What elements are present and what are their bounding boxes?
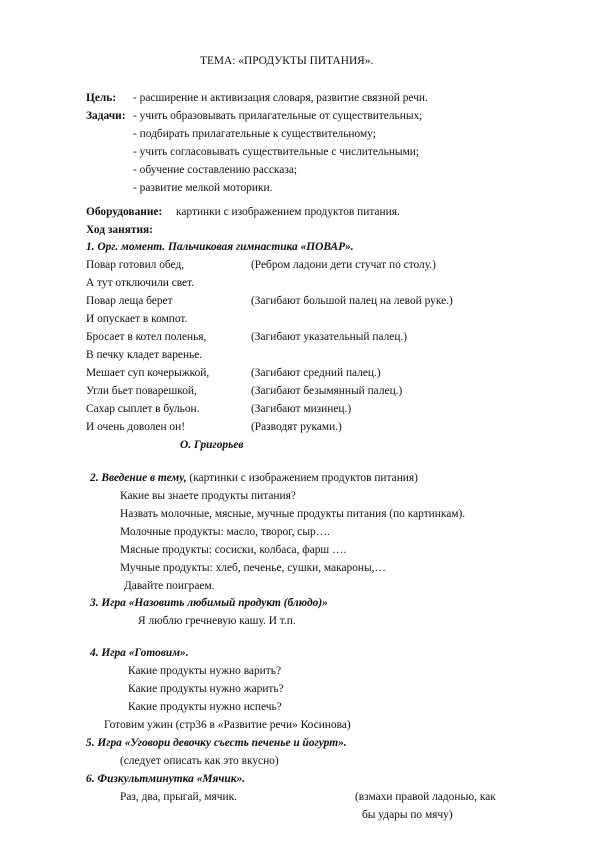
poem-line: Повар леща берет	[86, 295, 173, 307]
poem-line: А тут отключили свет.	[86, 277, 195, 289]
poem-action: (Загибают большой палец на левой руке.)	[251, 295, 453, 307]
section-4-line: Готовим ужин (стр36 в «Развитие речи» Косинова)	[104, 719, 351, 731]
poem-line: В печку кладет варенье.	[86, 349, 203, 361]
section-4-line: Какие продукты нужно жарить?	[128, 683, 284, 695]
poem-line: Сахар сыплет в бульон.	[86, 403, 200, 415]
section-6-action: (взмахи правой ладонью, как	[355, 791, 496, 803]
section-5-line: (следует описать как это вкусно)	[120, 755, 279, 767]
poem-line: Мешает суп кочерыжкой,	[86, 367, 210, 379]
poem-line: И опускает в компот.	[86, 313, 188, 325]
section-5-heading: 5. Игра «Уговори девочку съесть печенье и йогурт».	[86, 737, 347, 749]
poem-action: (Загибают средний палец.)	[251, 367, 381, 379]
poem-line: Бросает в котел поленья,	[86, 331, 207, 343]
section-2-heading: 2. Введение в тему,	[90, 472, 187, 484]
poem-action: (Загибают безымянный палец.)	[251, 385, 403, 397]
lesson-heading: Ход занятия:	[86, 224, 153, 236]
poem-action: (Загибают мизинец.)	[251, 403, 352, 415]
section-6-action: бы удары по мячу)	[362, 809, 453, 821]
section-4-heading: 4. Игра «Готовим».	[90, 647, 189, 659]
poem-author: О. Григорьев	[180, 439, 244, 451]
section-3-line: Я люблю гречневую кашу. И т.п.	[138, 615, 296, 627]
equipment-text: картинки с изображением продуктов питания.	[176, 206, 400, 218]
poem-line: Повар готовил обед,	[86, 259, 185, 271]
section-2-line: Мясные продукты: сосиски, колбаса, фарш ….	[120, 544, 347, 556]
goal-label: Цель:	[86, 92, 117, 104]
section-1-heading: 1. Орг. момент. Пальчиковая гимнастика «ПОВАР».	[86, 241, 354, 253]
poem-action: (Ребром ладони дети стучат по столу.)	[251, 259, 436, 271]
equipment-label: Оборудование:	[86, 206, 163, 218]
task-item: - учить согласовывать существительные с числительными;	[133, 146, 420, 158]
section-6-heading: 6. Физкультминутка «Мячик».	[86, 773, 246, 785]
poem-line: И очень доволен он!	[86, 421, 186, 433]
task-item: - развитие мелкой моторики.	[133, 182, 273, 194]
section-3-heading: 3. Игра «Назовить любимый продукт (блюдо)»	[90, 597, 328, 609]
section-6-line: Раз, два, прыгай, мячик.	[120, 791, 237, 803]
section-2-line: Какие вы знаете продукты питания?	[120, 490, 296, 502]
section-2-heading-row	[90, 472, 418, 485]
tasks-label: Задачи:	[86, 110, 126, 122]
poem-action: (Разводят руками.)	[251, 421, 342, 433]
goal-text: - расширение и активизация словаря, развитие связной речи.	[133, 92, 428, 104]
poem-action: (Загибают указательный палец.)	[251, 331, 408, 343]
task-item: - подбирать прилагательные к существительному;	[133, 128, 376, 140]
page-title: ТЕМА: «ПРОДУКТЫ ПИТАНИЯ».	[200, 55, 374, 67]
task-item: - учить образовывать прилагательные от существительных;	[133, 110, 423, 122]
section-2-line: Назвать молочные, мясные, мучные продукты питания (по картинкам).	[120, 508, 466, 520]
section-2-note: (картинки с изображением продуктов питания)	[186, 472, 418, 484]
section-4-line: Какие продукты нужно варить?	[128, 665, 281, 677]
section-4-line: Какие продукты нужно испечь?	[128, 701, 282, 713]
section-2-line: Молочные продукты: масло, творог, сыр….	[120, 526, 330, 538]
poem-line: Угли бьет поварешкой,	[86, 385, 197, 397]
section-2-line: Мучные продукты: хлеб, печенье, сушки, макароны,…	[120, 562, 386, 574]
task-item: - обучение составлению рассказа;	[133, 164, 298, 176]
section-2-line: Давайте поиграем.	[124, 580, 215, 592]
